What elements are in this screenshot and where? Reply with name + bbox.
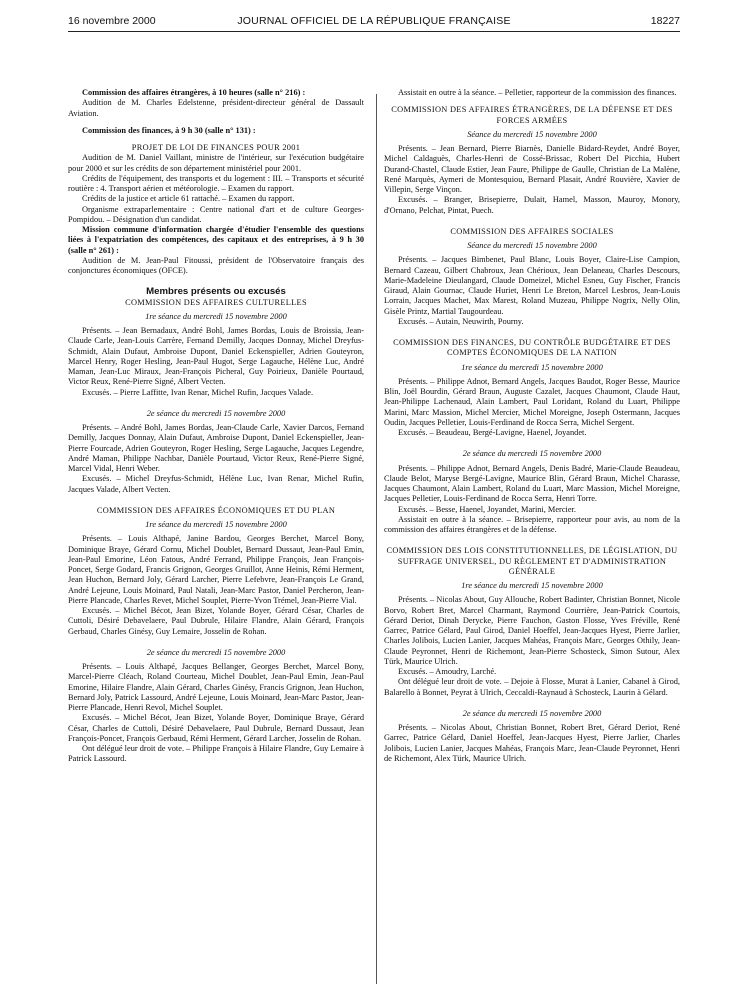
section-heading: PROJET DE LOI DE FINANCES POUR 2001	[131, 143, 301, 152]
paragraph: Ont délégué leur droit de vote. – Philippe François à Hilaire Flandre, Guy Lemaire à Patrick Lassourd.	[68, 744, 364, 764]
paragraph: Assistait en outre à la séance. – Pelletier, rapporteur de la commission des finances.	[398, 88, 677, 97]
paragraph: Audition de M. Jean-Paul Fitoussi, président de l'Observatoire français des conjonctures économiques (OFCE).	[68, 255, 364, 275]
paragraph: Crédits de la justice et article 61 rattaché. – Examen du rapport.	[82, 194, 295, 204]
section-heading: 2e séance du mercredi 15 novembre 2000	[146, 408, 286, 418]
paragraph: Excusés. – Amoudry, Larché.	[398, 667, 497, 676]
spacer	[68, 495, 364, 506]
paragraph: Excusés. – Pierre Laffitte, Ivan Renar, Michel Rufin, Jacques Valade.	[82, 387, 314, 397]
paragraph: Excusés. – Michel Bécot, Jean Bizet, Yolande Boyer, Gérard César, Charles de Cuttoli, Désiré Debavelaere, Paul Dubrule, Hilaire Flandre, Alain Gérard, François Gerbaud, Charles Ginésy, Guy Lemaire, Josselin de Rohan.	[68, 606, 364, 636]
paragraph: Excusés. – Branger, Brisepierre, Dulait, Hamel, Masson, Mauroy, Monory, d'Ornano, Pelchat, Pintat, Puech.	[384, 195, 680, 215]
paragraph: Présents. – Philippe Adnot, Bernard Angels, Jacques Baudot, Roger Besse, Maurice Blin, Joël Bourdin, Gérard Braun, Auguste Cazalet, Jacques Chaumont, Claude Haut, Jean-Philippe Lachenaud, Alain Lambert, Paul Loridant, Roland du Luart, Philippe Marini, Marc Massion, Michel Mercier, Michel Moreigne, Joseph Ostermann, Jacques Oudin, Jacques Pelletier, Louis-Ferdinand de Rocca Serra, Michel Sergent.	[384, 376, 680, 427]
section-heading: Membres présents ou excusés	[146, 286, 286, 298]
spacer	[384, 438, 680, 449]
page-number: 18227	[650, 15, 680, 27]
paragraph: Commission des finances, à 9 h 30 (salle n° 131) :	[82, 125, 256, 135]
paragraph: Excusés. – Michel Dreyfus-Schmidt, Hélène Luc, Ivan Renar, Michel Rufin, Jacques Valade, Albert Vecten.	[68, 474, 364, 494]
section-heading: 2e séance du mercredi 15 novembre 2000	[462, 708, 602, 718]
section-heading: Séance du mercredi 15 novembre 2000	[467, 241, 597, 250]
section-heading: COMMISSION DES FINANCES, DU CONTRÔLE BUDGÉTAIRE ET DES COMPTES ÉCONOMIQUES DE LA NATION	[393, 338, 671, 358]
paragraph: Excusés. – Besse, Haenel, Joyandet, Marini, Mercier.	[398, 504, 576, 514]
paragraph: Assistait en outre à la séance. – Brisepierre, rapporteur pour avis, au nom de la commission des affaires étrangères et de la défense.	[384, 514, 680, 534]
paragraph: Organisme extraparlementaire : Centre national d'art et de culture Georges-Pompidou. – Désignation d'un candidat.	[68, 204, 364, 224]
spacer	[384, 535, 680, 546]
header-date: 16 novembre 2000	[68, 15, 156, 27]
section-heading: COMMISSION DES AFFAIRES CULTURELLES	[125, 297, 307, 307]
spacer	[68, 398, 364, 409]
paragraph: Excusés. – Beaudeau, Bergé-Lavigne, Haenel, Joyandet.	[398, 428, 587, 437]
section-heading: 2e séance du mercredi 15 novembre 2000	[146, 647, 286, 657]
section-heading: 1re séance du mercredi 15 novembre 2000	[461, 581, 603, 590]
column-divider	[376, 94, 377, 984]
right-column	[384, 88, 680, 764]
journal-title: JOURNAL OFFICIEL DE LA RÉPUBLIQUE FRANÇAISE	[237, 15, 511, 27]
paragraph: Présents. – Nicolas About, Guy Allouche, Robert Badinter, Christian Bonnet, Nicole Borvo, Robert Bret, Marcel Charmant, Raymond Courrière, Jean-Patrick Courtois, Gérard Deriot, Dinah Derycke, Pierre Fauchon, Gaston Flosse, Yves Fréville, René Garrec, Patrice Gélard, Paul Girod, Daniel Hoeffel, Jean-Jacques Hyest, Pierre Jarlier, Charles Jolibois, Lucien Lanier, Jacques Mahéas, François Marc, Georges Othily, Jean-Claude Peyronnet, Henri de Richemont, Jean-Pierre Schosteck, Simon Sutour, Alex Türk, Maurice Ulrich.	[384, 595, 680, 666]
paragraph: Présents. – Jacques Bimbenet, Paul Blanc, Louis Boyer, Claire-Lise Campion, Bernard Cazeau, Gilbert Chabroux, Jean Chérioux, Jean Delaneau, Charles Descours, Marie-Madeleine Dieulangard, Claude Domeizel, Michel Esneu, Guy Fischer, Francis Giraud, Alain Gournac, Claude Huriet, Henri Le Breton, Marcel Lesbros, Jean-Louis Lorrain, Jacques Machet, Max Marest, Roland Muzeau, Philippe Nogrix, Nelly Olin, Gisèle Printz, Martial Taugourdeau.	[384, 255, 680, 316]
section-heading: COMMISSION DES LOIS CONSTITUTIONNELLES, DE LÉGISLATION, DU SUFFRAGE UNIVERSEL, DU RÈGLEMENT ET D'ADMINISTRATION GÉNÉRALE	[386, 546, 678, 576]
paragraph: Présents. – Louis Althapé, Janine Bardou, Georges Berchet, Marcel Bony, Dominique Braye, Gérard Cornu, Michel Doublet, Bernard Dussaut, Jean-Paul Emin, Jean-Paul Emorine, Léon Fatous, André Ferrand, Philippe François, Jean François-Poncet, Serge Godard, Francis Grignon, Georges Gruillot, Anne Heinis, Rémi Herment, Jean Huchon, Bernard Joly, Gérard Larcher, Pierre Lefebvre, Jean-François Le Grand, André Lejeune, Louis Moinard, Paul Natali, Jean-Marc Pastor, Daniel Percheron, Jean-Pierre Plancade, Charles Revet, Michel Souplet, Pierre-Yvon Trémel, Jean-Pierre Vial.	[68, 534, 364, 605]
paragraph: Présents. – Philippe Adnot, Bernard Angels, Denis Badré, Marie-Claude Beaudeau, Claude Belot, Maryse Bergé-Lavigne, Maurice Blin, Gérard Braun, Michel Charasse, Jacques Chaumont, Alain Lambert, Roland du Luart, Marc Massion, Michel Moreigne, Jacques Pelletier, Louis-Ferdinand de Rocca Serra, Henri Torre.	[384, 463, 680, 504]
paragraph: Audition de M. Daniel Vaillant, ministre de l'intérieur, sur l'exécution budgétaire pour 2000 et sur les crédits de son département ministériel pour 2001.	[68, 153, 364, 173]
spacer	[68, 637, 364, 648]
section-heading: 1re séance du mercredi 15 novembre 2000	[461, 362, 603, 372]
paragraph: Audition de M. Charles Edelstenne, président-directeur général de Dassault Aviation.	[68, 98, 364, 118]
paragraph: Présents. – Louis Althapé, Jacques Bellanger, Georges Berchet, Marcel Bony, Marcel-Pierre Cléach, Roland Courteau, Michel Doublet, Jean-Paul Emin, Jean-Paul Emorine, Hilaire Flandre, Alain Gérard, Charles Ginésy, Francis Grignon, Jean Huchon, Bernard Joly, Patrick Lassourd, André Lejeune, Louis Moinard, Jean-Marc Pastor, Jean-Pierre Plancade, Henri Revol, Michel Souplet.	[68, 662, 364, 712]
section-heading: COMMISSION DES AFFAIRES SOCIALES	[450, 226, 614, 236]
paragraph: Excusés. – Autain, Neuwirth, Pourny.	[398, 316, 524, 326]
paragraph: Mission commune d'information chargée d'étudier l'ensemble des questions liées à l'expatriation des compétences, des capitaux et des entreprises, à 9 h 30 (salle n° 261) :	[68, 225, 364, 255]
paragraph: Excusés. – Michel Bécot, Jean Bizet, Yolande Boyer, Dominique Braye, Gérard César, Charles de Cuttoli, Désiré Debavelaere, Paul Dubrule, Bernard Dussaut, Jean François-Poncet, François Gerbaud, Rémi Herment, Gérard Larcher, Josselin de Rohan.	[68, 713, 364, 743]
spacer	[68, 119, 364, 126]
section-heading: COMMISSION DES AFFAIRES ÉTRANGÈRES, DE LA DÉFENSE ET DES FORCES ARMÉES	[391, 105, 673, 125]
section-heading: Séance du mercredi 15 novembre 2000	[467, 129, 597, 139]
paragraph: Présents. – Nicolas About, Christian Bonnet, Robert Bret, Gérard Deriot, René Garrec, Patrice Gélard, Daniel Hoeffel, Jean-Jacques Hyest, Pierre Jarlier, Charles Jolibois, Lucien Lanier, Jacques Mahéas, François Marc, Jean-Claude Peyronnet, Henri de Richemont, Alex Türk, Maurice Ulrich.	[384, 723, 680, 763]
paragraph: Présents. – Jean Bernadaux, André Bohl, James Bordas, Louis de Broissia, Jean-Claude Carle, Jean-Louis Carrère, Fernand Demilly, Jacques Donnay, Michel Dreyfus-Schmidt, Alain Dufaut, Ambroise Dupont, Daniel Eckenspieller, Adrien Gouteyron, Marcel Henry, Roger Hesling, Jean-Paul Hugot, Serge Lagauche, Hélène Luc, André Maman, Jean-Luc Miraux, Jean-François Picheral, Guy Poirieux, Danièle Pourtaud, Victor Reux, René-Pierre Signé, Albert Vecten.	[68, 326, 364, 387]
spacer	[384, 327, 680, 338]
section-heading: COMMISSION DES AFFAIRES ÉCONOMIQUES ET DU PLAN	[96, 505, 336, 515]
paragraph: Crédits de l'équipement, des transports et du logement : III. – Transports et sécurité routière : 4. Transport aérien et météorologie. – Examen du rapport.	[68, 173, 364, 193]
paragraph: Présents. – André Bohl, James Bordas, Jean-Claude Carle, Xavier Darcos, Fernand Demilly, Jacques Donnay, Alain Dufaut, Ambroise Dupont, Daniel Eckenspieller, Jean-Pierre Fourcade, Adrien Gouteyron, Roger Hesling, Serge Lagauche, Jacques Legendre, André Maman, Philippe Nachbar, Danièle Pourtaud, Victor Reux, René-Pierre Signé, Marcel Vidal, Henri Weber.	[68, 423, 364, 473]
section-heading: 2e séance du mercredi 15 novembre 2000	[462, 449, 602, 459]
paragraph: Ont délégué leur droit de vote. – Dejoie à Flosse, Murat à Lanier, Cabanel à Girod, Balarello à Bonnet, Peyrat à Ulrich, Ceccaldi-Raynaud à Schosteck, Laurin à Gélard.	[384, 677, 680, 697]
spacer	[384, 698, 680, 709]
section-heading: 1re séance du mercredi 15 novembre 2000	[145, 311, 287, 321]
section-heading: 1re séance du mercredi 15 novembre 2000	[145, 520, 287, 529]
paragraph: Commission des affaires étrangères, à 10 heures (salle n° 216) :	[82, 88, 306, 97]
page-header	[68, 11, 680, 32]
paragraph: Présents. – Jean Bernard, Pierre Biarnès, Danielle Bidard-Reydet, André Boyer, Michel Caldaguès, Charles-Henri de Cossé-Brissac, Robert Del Picchia, Hubert Durand-Chastel, Claude Estier, Jean Faure, Philippe de Gaulle, Christian de La Malène, René Marquès, Aymeri de Montesquiou, Bernard Plasait, André Rouvière, Xavier de Villepin, Serge Vinçon.	[384, 144, 680, 194]
spacer	[384, 216, 680, 227]
left-column	[68, 88, 364, 765]
spacer	[68, 136, 364, 143]
